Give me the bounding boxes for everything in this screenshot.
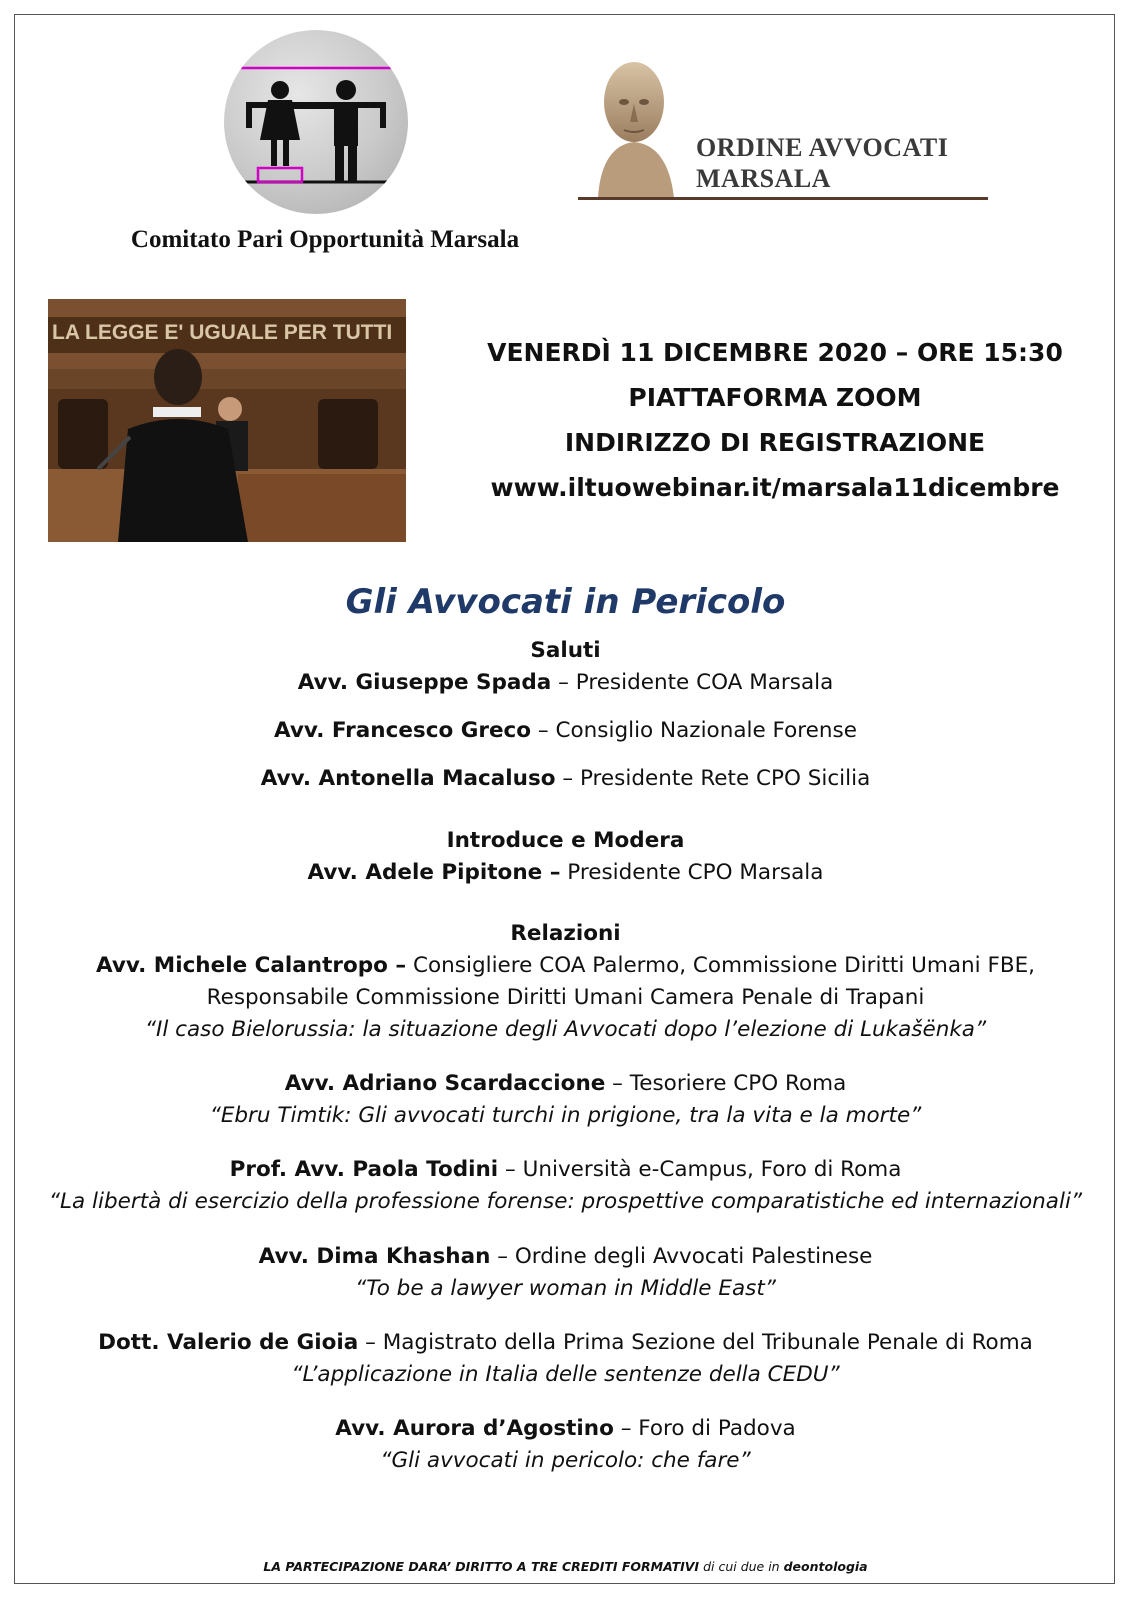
speaker-role: – Presidente Rete CPO Sicilia xyxy=(555,766,871,791)
page-title: Gli Avvocati in Pericolo xyxy=(345,582,786,622)
cpo-caption: Comitato Pari Opportunità Marsala xyxy=(130,226,520,253)
speaker-line xyxy=(20,1416,1111,1441)
footer-bold-end: deontologia xyxy=(783,1559,868,1574)
talk-title: “Ebru Timtik: Gli avvocati turchi in prigione, tra la vita e la morte” xyxy=(209,1103,922,1128)
footer-plain: di cui due in xyxy=(699,1559,784,1574)
credits-footer xyxy=(0,1559,1131,1574)
speaker-name: Prof. Avv. Paola Todini xyxy=(229,1157,499,1182)
cicero-bust-icon xyxy=(578,52,688,198)
moderatore-role: Presidente CPO Marsala xyxy=(560,860,824,885)
speaker-role: – Consiglio Nazionale Forense xyxy=(531,718,857,743)
moderatore-name: Avv. Adele Pipitone – xyxy=(307,860,561,885)
speaker-role: – Ordine degli Avvocati Palestinese xyxy=(490,1244,873,1269)
moderatore-line xyxy=(20,860,1111,885)
speaker-name: Avv. Giuseppe Spada xyxy=(297,670,552,695)
speaker-line xyxy=(20,1071,1111,1096)
speaker-name: Dott. Valerio de Gioia xyxy=(98,1330,359,1355)
talk-title: “La libertà di esercizio della professione forense: prospettive comparatistiche ed internazionali” xyxy=(48,1189,1083,1214)
courtroom-photo xyxy=(48,299,406,542)
speaker-role: – Foro di Padova xyxy=(613,1416,796,1441)
event-info xyxy=(440,330,1110,510)
registration-link[interactable]: www.iltuowebinar.it/marsala11dicembre xyxy=(490,473,1060,502)
speaker-role: Consigliere COA Palermo, Commissione Diritti Umani FBE, xyxy=(406,953,1035,978)
cpo-logo xyxy=(224,30,408,214)
speaker-name: Avv. Aurora d’Agostino xyxy=(335,1416,614,1441)
ordine-avvocati-logo xyxy=(578,52,988,200)
speaker-line xyxy=(20,1330,1111,1355)
speaker-role: – Università e-Campus, Foro di Roma xyxy=(498,1157,902,1182)
speaker-line xyxy=(20,953,1111,978)
talk-title: “Gli avvocati in pericolo: che fare” xyxy=(380,1448,751,1473)
speaker-line xyxy=(20,1244,1111,1269)
speaker-line xyxy=(20,1157,1111,1182)
speaker-name: Avv. Dima Khashan xyxy=(258,1244,491,1269)
speaker-role: – Tesoriere CPO Roma xyxy=(605,1071,847,1096)
speaker-name: Avv. Antonella Macaluso xyxy=(260,766,556,791)
talk-title: “L’applicazione in Italia delle sentenze della CEDU” xyxy=(291,1362,840,1387)
footer-bold: LA PARTECIPAZIONE DARA’ DIRITTO A TRE CREDITI FORMATIVI xyxy=(263,1559,700,1574)
speaker-name: Avv. Michele Calantropo – xyxy=(96,953,407,978)
moderatore-heading: Introduce e Modera xyxy=(446,828,685,853)
speaker-line xyxy=(20,718,1111,743)
ordine-rule xyxy=(578,197,988,200)
speaker-name: Avv. Francesco Greco xyxy=(274,718,532,743)
courtroom-banner: LA LEGGE E' UGUALE PER TUTTI xyxy=(52,321,393,344)
relazioni-heading: Relazioni xyxy=(510,921,621,946)
saluti-heading: Saluti xyxy=(530,638,601,663)
speaker-role: – Presidente COA Marsala xyxy=(551,670,834,695)
speaker-role-continued: Responsabile Commissione Diritti Umani Camera Penale di Trapani xyxy=(206,985,925,1010)
event-date-time: VENERDÌ 11 DICEMBRE 2020 – ORE 15:30 xyxy=(487,338,1063,367)
talk-title: “To be a lawyer woman in Middle East” xyxy=(355,1276,776,1301)
ordine-name-line1: ORDINE AVVOCATI xyxy=(696,133,949,162)
registration-label: INDIRIZZO DI REGISTRAZIONE xyxy=(564,428,986,457)
speaker-line xyxy=(20,670,1111,695)
speaker-role: – Magistrato della Prima Sezione del Tribunale Penale di Roma xyxy=(358,1330,1033,1355)
event-platform: PIATTAFORMA ZOOM xyxy=(628,383,922,412)
ordine-name-line2: MARSALA xyxy=(696,164,831,193)
speaker-line xyxy=(20,766,1111,791)
speaker-name: Avv. Adriano Scardaccione xyxy=(284,1071,606,1096)
talk-title: “Il caso Bielorussia: la situazione degli Avvocati dopo l’elezione di Lukašënka” xyxy=(144,1017,987,1042)
